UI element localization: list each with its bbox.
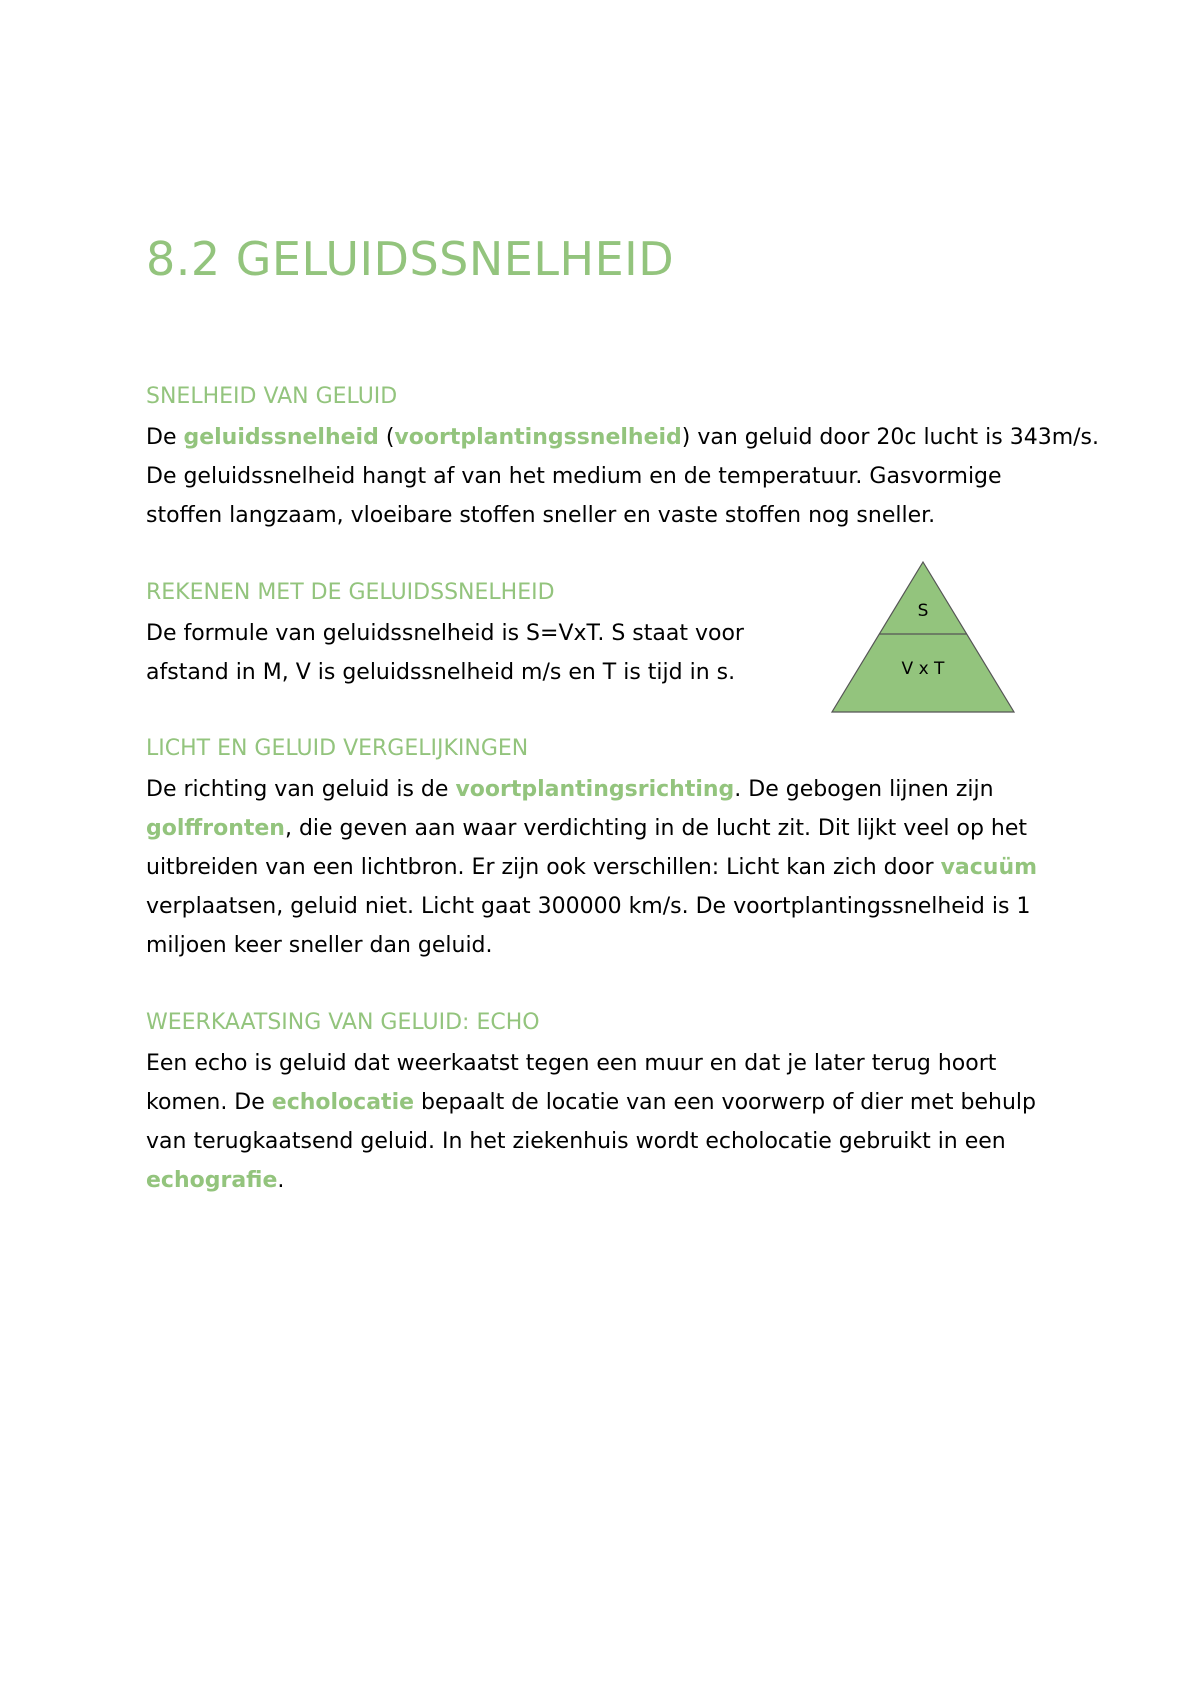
- heading-weerkaatsing-echo: WEERKAATSING VAN GELUID: ECHO: [146, 1010, 540, 1035]
- keyword-highlight: voortplantingssnelheid: [394, 425, 682, 450]
- body-text: miljoen keer sneller dan geluid.: [146, 933, 493, 958]
- paragraph-licht-en-geluid: [146, 770, 1037, 965]
- body-text: ) van geluid door 20c lucht is 343m/s.: [681, 425, 1100, 450]
- body-text: . De gebogen lijnen zijn: [734, 777, 994, 802]
- body-text: De formule van geluidssnelheid is S=VxT. S staat voor: [146, 621, 744, 646]
- body-text: Een echo is geluid dat weerkaatst tegen een muur en dat je later terug hoort: [146, 1051, 997, 1076]
- triangle-shape: [832, 562, 1014, 712]
- triangle-bottom-label: V x T: [901, 659, 945, 679]
- keyword-highlight: echografie: [146, 1168, 278, 1193]
- body-text: (: [378, 425, 395, 450]
- keyword-highlight: echolocatie: [271, 1090, 415, 1115]
- body-text: De richting van geluid is de: [146, 777, 456, 802]
- body-text: , die geven aan waar verdichting in de lucht zit. Dit lijkt veel op het: [284, 816, 1028, 841]
- body-text: van terugkaatsend geluid. In het ziekenhuis wordt echolocatie gebruikt in een: [146, 1129, 1006, 1154]
- keyword-highlight: voortplantingsrichting: [455, 777, 735, 802]
- body-text: .: [277, 1168, 285, 1193]
- heading-licht-en-geluid: LICHT EN GELUID VERGELIJKINGEN: [146, 736, 529, 761]
- paragraph-snelheid-van-geluid: [146, 418, 1099, 535]
- body-text: De: [146, 425, 184, 450]
- body-text: afstand in M, V is geluidssnelheid m/s en T is tijd in s.: [146, 660, 736, 685]
- paragraph-rekenen-met-geluidssnelheid: [146, 614, 744, 692]
- triangle-top-label: S: [917, 601, 929, 621]
- body-text: De geluidssnelheid hangt af van het medium en de temperatuur. Gasvormige: [146, 464, 1002, 489]
- paragraph-weerkaatsing-echo: [146, 1044, 1036, 1200]
- keyword-highlight: golffronten: [146, 816, 285, 841]
- keyword-highlight: vacuüm: [940, 855, 1038, 880]
- keyword-highlight: geluidssnelheid: [183, 425, 379, 450]
- body-text: stoffen langzaam, vloeibare stoffen sneller en vaste stoffen nog sneller.: [146, 503, 936, 528]
- body-text: uitbreiden van een lichtbron. Er zijn ook verschillen: Licht kan zich door: [146, 855, 941, 880]
- page-title: 8.2 GELUIDSSNELHEID: [146, 232, 675, 286]
- heading-rekenen-met-geluidssnelheid: REKENEN MET DE GELUIDSSNELHEID: [146, 580, 555, 605]
- body-text: komen. De: [146, 1090, 272, 1115]
- heading-snelheid-van-geluid: SNELHEID VAN GELUID: [146, 384, 398, 409]
- body-text: bepaalt de locatie van een voorwerp of dier met behulp: [414, 1090, 1036, 1115]
- formula-triangle-diagram: [830, 560, 1016, 715]
- body-text: verplaatsen, geluid niet. Licht gaat 300000 km/s. De voortplantingssnelheid is 1: [146, 894, 1031, 919]
